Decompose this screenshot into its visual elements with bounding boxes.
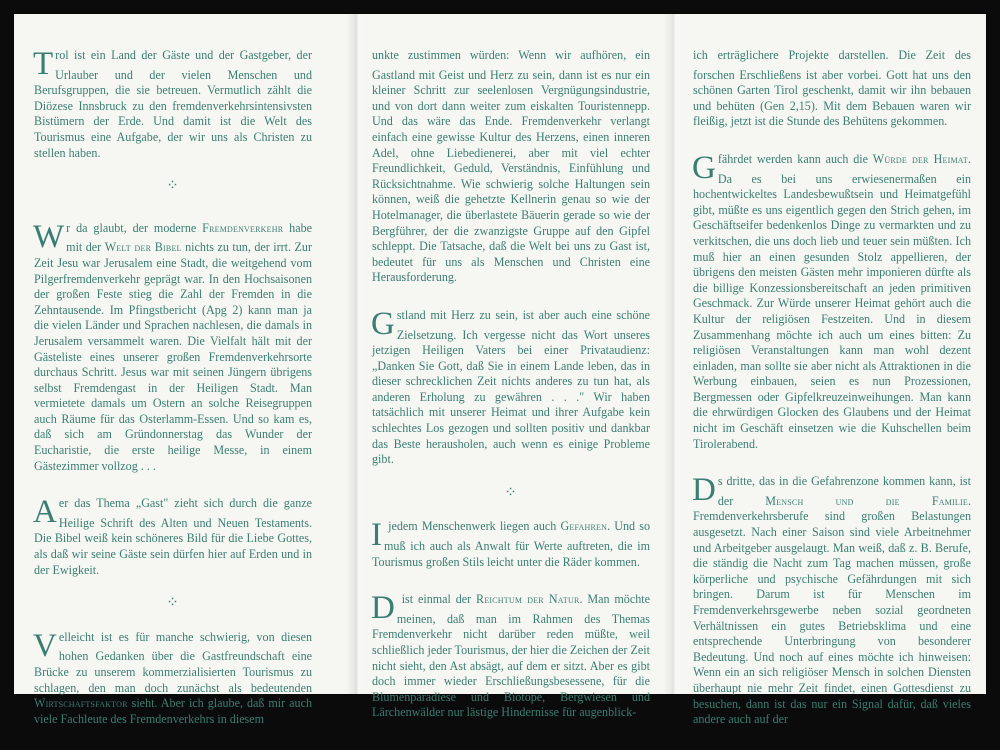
paragraph-text: efährdet werden kann auch die [717,151,868,166]
paragraph-projekte [693,48,971,130]
paragraph-text: ist einmal der [401,592,472,607]
drop-cap: G [371,305,395,342]
text-column-2 [372,48,650,743]
paragraph-text: jedem Menschenwerk liegen auch [388,519,557,534]
paragraph-gast [34,496,312,578]
small-caps-term: Reichtum der Natur [476,592,580,607]
brochure-page [14,14,986,727]
small-caps-term: Mensch und die Familie [765,493,968,508]
small-caps-term: Wirtschaftsfaktor [34,696,128,711]
drop-cap: D [692,472,716,509]
paragraph-punkte [372,48,650,286]
paragraph-text: Punkte zustimmen würden: Wenn wir aufhören, ein Gastland mit Geist und Herz zu sein, dann ist es nur ein kleiner Schritt zur seelenlosen Vergnügungsindustrie, und von dort dann weiter zum eiskalten Touristennepp. Und das wäre das Ende. Fremdenverkehr verlangt einfach eine gewisse Kultur des Herzens, einen inneren Adel, ohne Liebedienerei, aber mit viel echter Freundlichkeit, Geduld, Verständnis, Einfühlung und Rücksichtnahme. Wie schwierig solche Haltungen sein können, weiß die gehetzte Kellnerin genau so wie der Hotelmanager, die überlastete Bäuerin gerade so wie der Bergführer, der die zwanzigste Gruppe auf den Gipfel schleppt. Die Tatsache, daß die Welt bei uns zu Gast ist, bedeutet für uns als Menschen und Christen eine Herausforderung. [372,48,650,285]
paragraph-text: ielleicht ist es für manche schwierig, von diesen hohen Gedanken über die Gastfreundschaft eine Brücke zu unserem kommerzialisierten Tourismus zu schlagen, den man doch zunächst als bedeutenden [34,629,312,695]
text-column-1 [34,48,312,749]
ornament-divider: ⁘ [166,178,180,195]
drop-cap: W [33,218,65,255]
paragraph-tirol [34,48,312,161]
ornament-divider: ⁘ [504,484,518,501]
paragraph-heimat [692,149,971,452]
paragraph-text: irol ist ein Land der Gäste und der Gastgeber, der Urlauber und der vielen Menschen und Berufsgruppen, die sie betreuen. Vermutlich zählt die Diözese Innsbruck zu den fremdenverkehrsintensivsten Bistümern der Erde. Und damit ist die Welt des Tourismus eine Aufgabe, der wir uns als Christen zu stellen haben. [34,48,312,160]
ornament-divider: ⁘ [166,595,180,612]
small-caps-term: Welt der Bibel [104,240,182,255]
drop-cap: I [371,517,382,554]
paragraph-text: astland mit Herz zu sein, ist aber auch eine schöne Zielsetzung. Ich vergesse nicht das Wort unseres jetzigen Heiligen Vaters bei einer Privataudienz: „Danken Sie Gott, daß Sie in einem Lande leben, das in dieser schrecklichen Zeit nichts anderes zu tun hat, als anderen Erholung zu gewähren . . ." Wir haben tatsächlich mit unserer Heimat und ihrer Aufgabe kein schlechtes Los gezogen und sollten positiv und dankbar das Beste herausholen, auch wenn es einige Probleme gibt. [372,307,650,467]
paragraph-text: as dritte, das in die Gefahrenzone kommen kann, ist der [717,474,971,508]
paragraph-text: . Und so muß ich auch als Anwalt für Werte auftreten, die im Tourismus großen Stils leicht unter die Räder kommen. [372,519,650,569]
fold-line-left [346,14,364,694]
small-caps-term: Würde der Heimat [872,151,968,166]
drop-cap: G [692,149,716,186]
paragraph-text: . Da es bei uns erwiesenermaßen ein hochentwickeltes Landesbewußtsein und Heimatgefühl gibt, müßte es uns eigentlich gegen den Strich gehen, im Geschäftseifer bedenkenlos Dinge zu vermarkten und zu verkitschen, die uns doch lieb und teuer sein müßten. Ich muß hier an einen gesunden Stolz appellieren, der übrigens den meisten Gästen mehr imponieren dürfte als die billige Konzessionsbereitschaft an jeden primitiven Geschmack. Zur Würde unserer Heimat gehört auch die Kultur der religiösen Festzeiten. Und in diesem Zusammenhang möchte ich auch um eines bitten: Zu religiösen Veranstaltungen kann man wohl dezent einladen, man sollte sie aber nicht als Attraktionen in die Werbung einbauen, seien es nun Prozessionen, Bergmessen oder Gipfelkreuzeinweihungen. Man kann die ehrwürdigen Glocken des Glaubens und der Heimat nicht im Geschäft einsetzen wie die Kuhschellen beim Tirolerabend. [693,151,971,451]
paragraph-mensch-familie [693,474,971,728]
paragraph-text: er da glaubt, der moderne [66,220,197,235]
paragraph-text: . Man möchte meinen, daß man im Rahmen des Themas Fremdenverkehr nicht darüber reden müßte, weil schließlich jeder Tourismus, der hier die Zeichen der Zeit nicht sieht, den Ast absägt, auf dem er sitzt. Aber es gibt doch immer wieder Erschließungsbesessene, für die Blumenparadiese und Biotope, Bergwiesen und Lärchenwälder nur lästige Hindernisse für augenblick- [372,592,650,720]
paragraph-natur [372,592,650,721]
drop-cap: D [371,590,395,627]
paragraph-fremdenverkehr [33,218,313,475]
drop-cap: T [33,46,54,82]
paragraph-text: sieht. Aber ich glaube, daß mir auch viele Fachleute des Fremdenverkehrs in diesem [34,696,312,726]
paragraph-text: lich erträglichere Projekte darstellen. Die Zeit des forschen Erschließens ist aber vorbei. Gott hat uns den schönen Garten Tirol geschenkt, damit wir ihn bebauen und behüten (Gen 2,15). Mit dem Bebauen waren wir fleißig, jetzt ist die Stunde des Behütens gekommen. [693,48,971,129]
fold-line-right [663,14,681,694]
paragraph-gastland [371,305,650,468]
text-column-3 [693,48,971,750]
drop-cap: A [33,494,57,531]
paragraph-gefahren [372,519,650,570]
paragraph-text: nichts zu tun, der irrt. Zur Zeit Jesu war Jerusalem eine Stadt, die weitgehend vom Pilgerfremdenverkehr geprägt war. In den Hochsaisonen der großen Feste stieg die Zahl der Fremden in die Zehntausende. Im Pfingstbericht (Apg 2) kann man ja die vielen Länder und Sprachen nachlesen, die damals in Jerusalem versammelt waren. Die Vielfalt hält mit der Gästeliste eines unserer großen Fremdenverkehrsorte durchaus Schritt. Jesus war mit seinen Jüngern übrigens selbst Fremdengast in der Heiligen Stadt. Man vermietete damals um Ostern an solche Reisegruppen auch Räume für das Osterlamm-Essen. Und so kam es, daß sich am Gründonnerstag das Wunder der Eucharistie, die erste heilige Messe, in einem Gästezimmer vollzog . . . [34,240,313,473]
paragraph-vielleicht [33,627,312,728]
paragraph-text: . Fremdenverkehrsberufe sind großen Belastungen ausgesetzt. Nach einer Saison sind viele Arbeitnehmer und Arbeitgeber ausgelaugt. Man weiß, daß z. B. Berufe, die ständig die Nacht zum Tag machen müssen, große körperliche und psychische Gefährdungen mit sich bringen. Darum ist für Menschen im Fremdenverkehrsgewerbe neben sozial geordneten Verhältnissen ein gutes Betriebsklima und eine entsprechende Unterbringung von besonderer Bedeutung. Und noch auf eines möchte ich hinweisen: Wenn ein an sich religiöser Mensch in solchen Diensten überhaupt nie mehr Zeit findet, einen Gottesdienst zu besuchen, dann ist das nur ein Signal dafür, daß vieles andere auch auf der [693,493,971,727]
drop-cap: V [33,627,57,664]
paragraph-text: habe mit der [66,220,312,255]
small-caps-term: Fremdenverkehr [202,220,284,235]
paragraph-text: ber das Thema „Gast" zieht sich durch die ganze Heilige Schrift des Alten und Neuen Testaments. Die Bibel weiß kein schöneres Bild für die Liebe Gottes, als daß wir seine Gäste sein dürfen hier auf Erden und in der Ewigkeit. [34,496,312,577]
small-caps-term: Gefahren [560,519,608,534]
